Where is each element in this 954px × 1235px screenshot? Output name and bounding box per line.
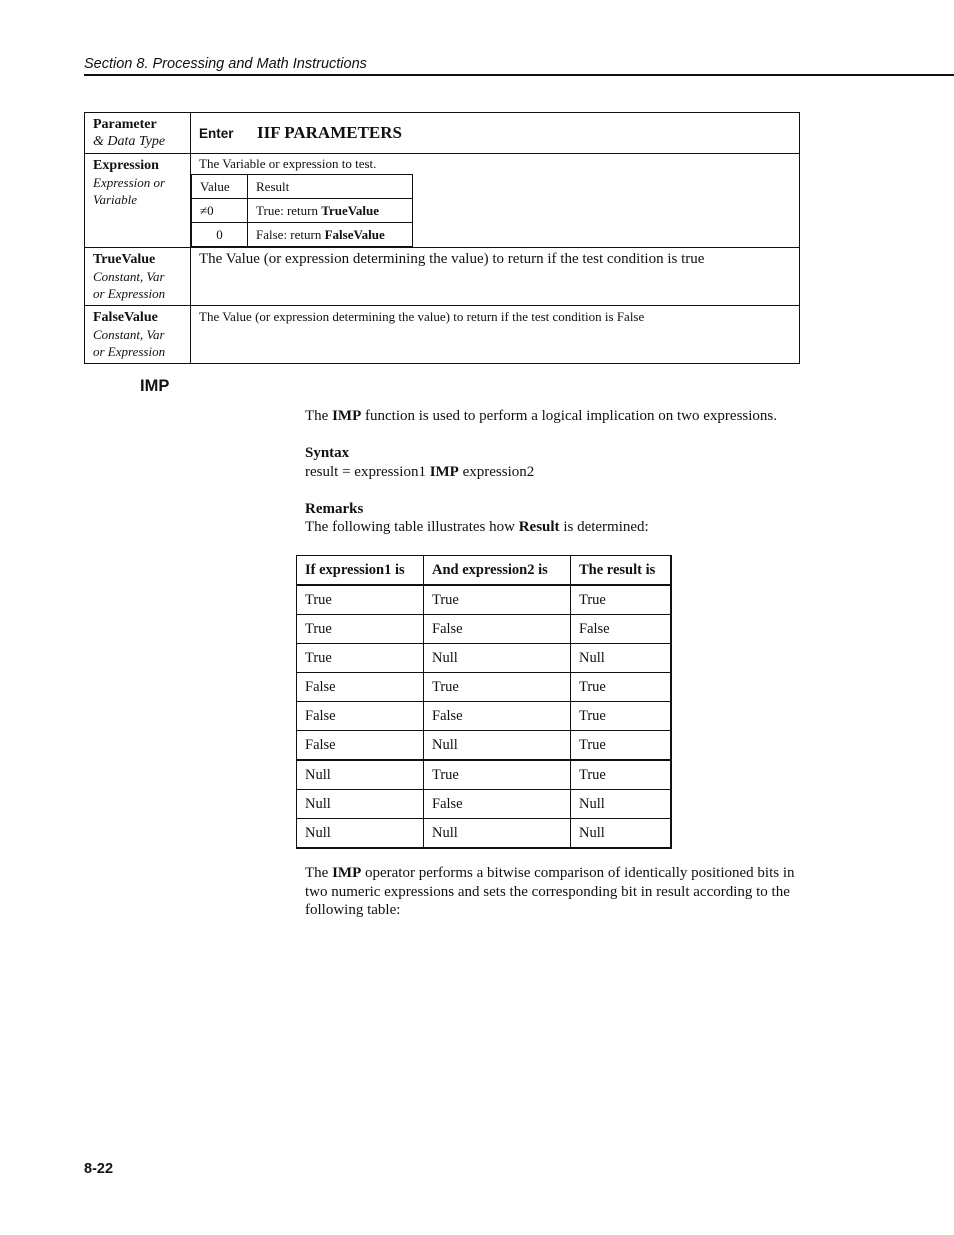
column-header: And expression2 is <box>424 556 571 586</box>
table-cell: True <box>571 673 672 702</box>
table-header-row <box>85 113 800 154</box>
imp-intro: The IMP function is used to perform a logical implication on two expressions. <box>305 408 778 424</box>
param-desc: The Value (or expression determining the value) to return if the test condition is true <box>199 251 705 267</box>
param-type: Expression or <box>93 175 166 190</box>
table-cell: Null <box>424 731 571 761</box>
imp-heading: IMP <box>140 377 170 395</box>
param-header-type: & Data Type <box>93 134 166 149</box>
value-result-table <box>191 174 413 247</box>
param-desc: The Value (or expression determining the value) to return if the test condition is False <box>199 309 645 324</box>
table-cell: True <box>571 702 672 731</box>
table-cell: False <box>571 615 672 644</box>
iif-parameters-table <box>84 112 800 364</box>
column-header: The result is <box>571 556 672 586</box>
param-name: Expression <box>93 158 159 173</box>
param-desc-cell <box>191 248 800 306</box>
table-cell: True <box>297 644 424 673</box>
table-row <box>85 306 800 364</box>
table-cell: False <box>424 615 571 644</box>
table-cell: Null <box>424 819 571 849</box>
table-row <box>297 819 672 849</box>
value-cell: ≠0 <box>192 199 248 223</box>
param-desc-cell <box>191 306 800 364</box>
table-cell: False <box>424 790 571 819</box>
param-name: FalseValue <box>93 310 158 325</box>
table-cell: False <box>297 673 424 702</box>
table-cell: False <box>297 702 424 731</box>
table-cell: True <box>571 731 672 761</box>
param-cell <box>85 154 191 248</box>
table-cell: Null <box>571 790 672 819</box>
table-row <box>297 644 672 673</box>
param-type: or Expression <box>93 344 166 359</box>
table-cell: False <box>424 702 571 731</box>
syntax-line: result = expression1 IMP expression2 <box>305 464 535 480</box>
table-row <box>297 731 672 761</box>
table-row <box>297 673 672 702</box>
iif-parameters-title: IIF PARAMETERS <box>257 123 402 142</box>
bitwise-description: The IMP operator performs a bitwise comparison of identically positioned bits in two numeric expressions and sets the corresponding bit in result according to the following table: <box>305 865 795 918</box>
table-row <box>297 702 672 731</box>
table-cell: Null <box>297 790 424 819</box>
table-cell: True <box>424 760 571 790</box>
remarks-heading: Remarks <box>305 501 364 517</box>
table-row <box>297 585 672 615</box>
table-cell: True <box>571 585 672 615</box>
param-desc-cell <box>191 154 800 248</box>
param-type: Constant, Var <box>93 269 165 284</box>
section-header: Section 8. Processing and Math Instructions <box>84 56 367 72</box>
table-cell: True <box>297 615 424 644</box>
enter-label: Enter <box>199 126 234 141</box>
enter-header-cell <box>191 113 800 154</box>
table-cell: Null <box>297 760 424 790</box>
param-header-name: Parameter <box>93 117 157 132</box>
table-cell: Null <box>571 819 672 849</box>
column-header: If expression1 is <box>297 556 424 586</box>
value-cell: 0 <box>192 223 248 247</box>
table-cell: True <box>424 585 571 615</box>
param-desc: The Variable or expression to test. <box>199 156 377 171</box>
param-cell <box>85 248 191 306</box>
table-row <box>297 790 672 819</box>
page-number: 8-22 <box>84 1161 114 1177</box>
param-cell <box>85 306 191 364</box>
table-cell: True <box>297 585 424 615</box>
table-cell: Null <box>297 819 424 849</box>
param-header-cell <box>85 113 191 154</box>
table-row <box>297 760 672 790</box>
value-col-header: Value <box>192 175 248 199</box>
table-cell: True <box>424 673 571 702</box>
table-row <box>297 615 672 644</box>
table-cell: Null <box>424 644 571 673</box>
param-type: or Expression <box>93 286 166 301</box>
param-name: TrueValue <box>93 252 156 267</box>
param-type: Variable <box>93 192 138 207</box>
truth-table-header <box>297 556 672 586</box>
table-cell: Null <box>571 644 672 673</box>
header-rule <box>84 74 954 76</box>
imp-truth-table <box>296 555 672 849</box>
result-col-header: Result <box>248 175 413 199</box>
remarks-text: The following table illustrates how Result is determined: <box>305 519 649 535</box>
table-row <box>85 154 800 248</box>
param-type: Constant, Var <box>93 327 165 342</box>
table-cell: True <box>571 760 672 790</box>
result-cell: False: return FalseValue <box>248 223 413 247</box>
table-row <box>85 248 800 306</box>
result-cell: True: return TrueValue <box>248 199 413 223</box>
syntax-heading: Syntax <box>305 445 350 461</box>
table-cell: False <box>297 731 424 761</box>
